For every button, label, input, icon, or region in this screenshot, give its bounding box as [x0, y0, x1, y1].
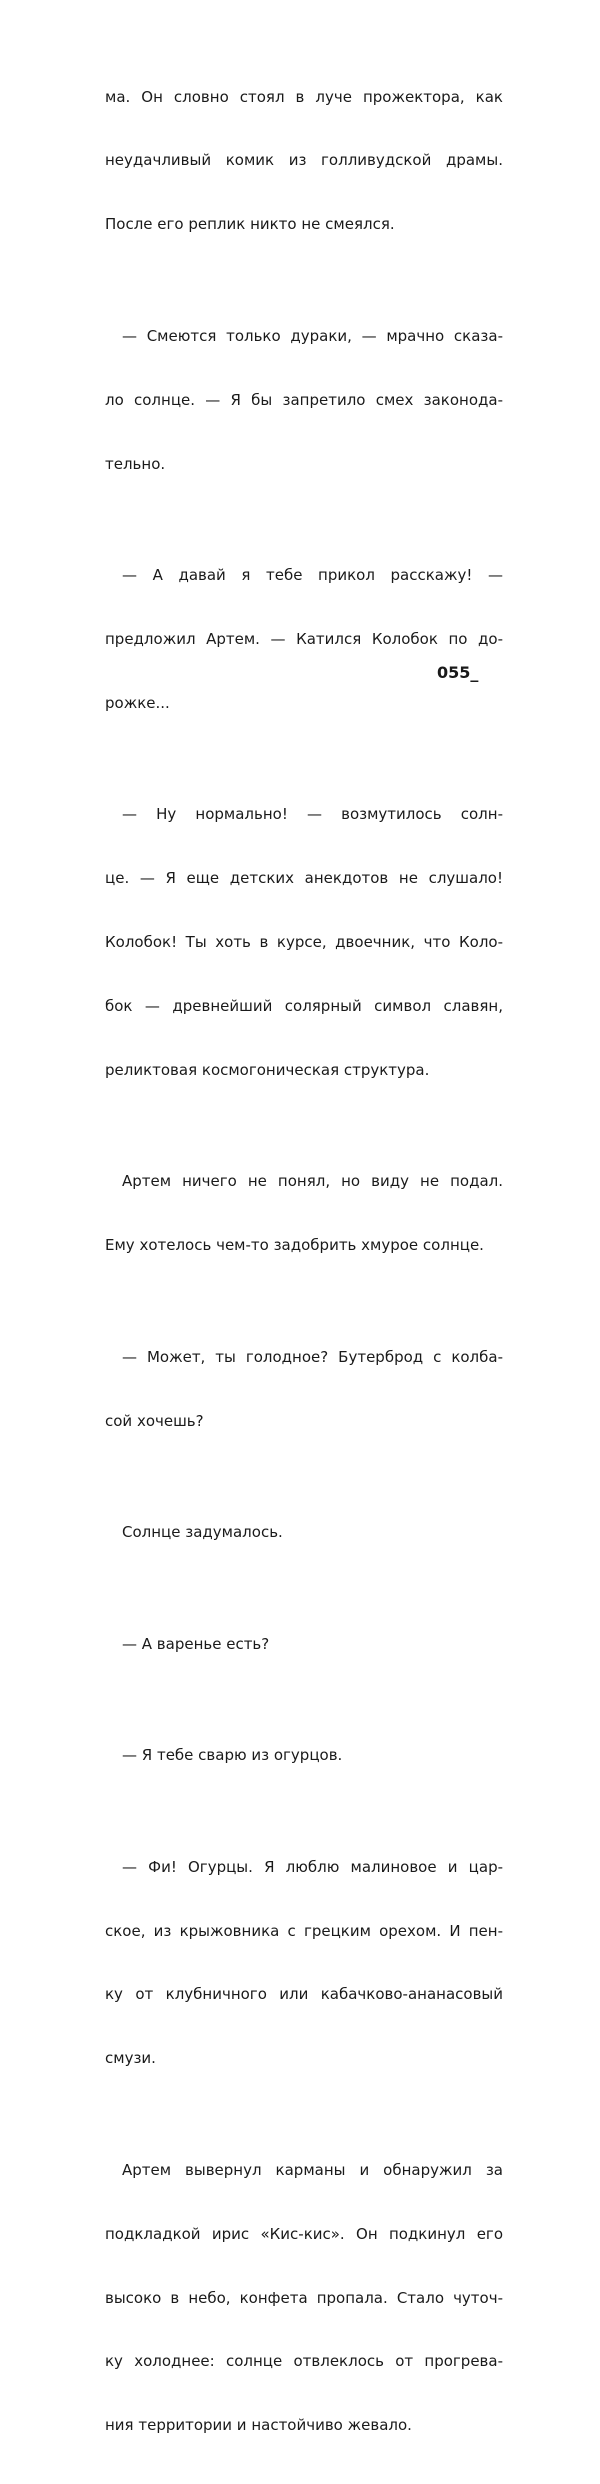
paragraph [105, 1480, 503, 1586]
text-line: ку холоднее: солнце отвлеклось от прогрева- [105, 2352, 503, 2371]
text-line: неудачливый комик из голливудской драмы. [105, 151, 503, 170]
text-line: — Фи! Огурцы. Я люблю малиновое и цар- [122, 1857, 503, 1876]
paragraph [105, 1129, 503, 1299]
text-line: высоко в небо, конфета пропала. Стало чуточ- [105, 2288, 503, 2307]
text-line: реликтовая космогоническая структура. [105, 1060, 430, 1079]
text-line: смузи. [105, 2049, 156, 2068]
paragraph [105, 1591, 503, 1697]
text-line: Колобок! Ты хоть в курсе, двоечник, что Коло- [105, 933, 503, 952]
text-line: — Может, ты голодное? Бутерброд с колба- [122, 1347, 503, 1366]
text-line: Ему хотелось чем-то задобрить хмурое солнце. [105, 1236, 484, 1255]
text-line: После его реплик никто не смеялся. [105, 215, 395, 234]
text-line: подкладкой ирис «Кис-кис». Он подкинул его [105, 2224, 503, 2243]
text-line: рожке... [105, 693, 170, 712]
text-line: бок — древнейший солярный символ славян, [105, 997, 503, 1016]
text-line: це. — Я еще детских анекдотов не слушало! [105, 869, 503, 888]
text-line: Артем ничего не понял, но виду не подал. [122, 1172, 503, 1191]
page-number: 055_ [437, 663, 479, 682]
paragraph [105, 1304, 503, 1474]
text-line: ло солнце. — Я бы запретило смех законода- [105, 390, 503, 409]
paragraph [105, 1814, 503, 2112]
body-text [105, 44, 503, 2484]
text-line: ния территории и настойчиво жевало. [105, 2416, 412, 2435]
paragraph [105, 2117, 503, 2479]
text-line: ку от клубничного или кабачково-ананасовый [105, 1985, 503, 2004]
text-line: — Ну нормально! — возмутилось солн- [122, 805, 503, 824]
text-line: тельно. [105, 454, 166, 473]
text-line: — А варенье есть? [122, 1634, 270, 1653]
text-line: ское, из крыжовника с грецким орехом. И пен- [105, 1921, 503, 1940]
text-line: предложил Артем. — Катился Колобок по до- [105, 630, 503, 649]
text-line: ма. Он словно стоял в луче прожектора, как [105, 87, 503, 106]
text-line: Артем вывернул карманы и обнаружил за [122, 2160, 503, 2179]
paragraph [105, 1703, 503, 1809]
paragraph [105, 44, 503, 278]
text-line: — Я тебе сварю из огурцов. [122, 1746, 343, 1765]
text-line: сой хочешь? [105, 1411, 204, 1430]
text-line: Солнце задумалось. [122, 1523, 283, 1542]
paragraph [105, 762, 503, 1124]
paragraph [105, 523, 503, 757]
text-line: — А давай я тебе прикол расскажу! — [122, 566, 503, 585]
text-line: — Смеются только дураки, — мрачно сказа- [122, 326, 503, 345]
paragraph [105, 283, 503, 517]
